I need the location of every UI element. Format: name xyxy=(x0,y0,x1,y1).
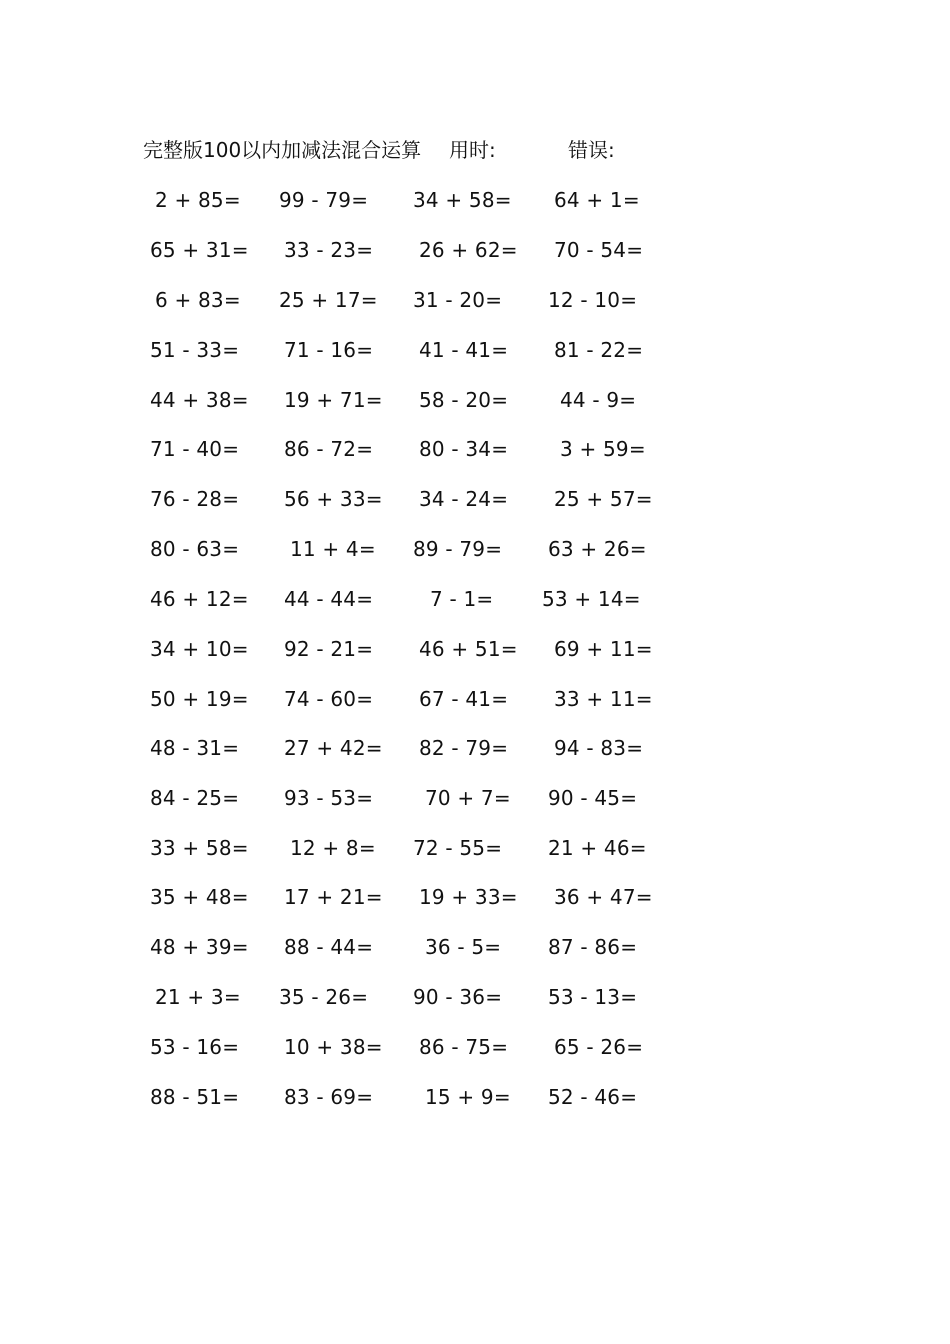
math-problem: 6 + 83= xyxy=(155,288,241,312)
math-problem: 33 + 58= xyxy=(150,836,249,860)
math-problem: 63 + 26= xyxy=(548,537,647,561)
math-problem: 82 - 79= xyxy=(419,736,509,760)
math-problem: 89 - 79= xyxy=(413,537,503,561)
math-problem: 65 - 26= xyxy=(554,1035,644,1059)
math-problem: 3 + 59= xyxy=(560,437,646,461)
math-problem: 87 - 86= xyxy=(548,935,638,959)
math-problem: 53 - 13= xyxy=(548,985,638,1009)
math-problem: 67 - 41= xyxy=(419,687,509,711)
math-problem: 84 - 25= xyxy=(150,786,240,810)
math-problem: 34 - 24= xyxy=(419,487,509,511)
math-problem: 34 + 58= xyxy=(413,188,512,212)
math-problem: 35 - 26= xyxy=(279,985,369,1009)
math-problem: 12 - 10= xyxy=(548,288,638,312)
math-problem: 7 - 1= xyxy=(430,587,494,611)
math-problem: 69 + 11= xyxy=(554,637,653,661)
math-problem: 48 + 39= xyxy=(150,935,249,959)
math-problem: 88 - 51= xyxy=(150,1085,240,1109)
math-problem: 99 - 79= xyxy=(279,188,369,212)
math-problem: 53 - 16= xyxy=(150,1035,240,1059)
math-problem: 25 + 57= xyxy=(554,487,653,511)
math-problem: 51 - 33= xyxy=(150,338,240,362)
math-problem: 64 + 1= xyxy=(554,188,640,212)
math-problem: 15 + 9= xyxy=(425,1085,511,1109)
math-problem: 19 + 33= xyxy=(419,885,518,909)
time-used-label: 用时: xyxy=(449,138,496,162)
math-problem: 25 + 17= xyxy=(279,288,378,312)
math-problem: 31 - 20= xyxy=(413,288,503,312)
math-problem: 93 - 53= xyxy=(284,786,374,810)
math-problem: 71 - 40= xyxy=(150,437,240,461)
math-problem: 52 - 46= xyxy=(548,1085,638,1109)
math-problem: 86 - 75= xyxy=(419,1035,509,1059)
math-problem: 56 + 33= xyxy=(284,487,383,511)
error-count-label: 错误: xyxy=(568,138,615,162)
math-problem: 12 + 8= xyxy=(290,836,376,860)
math-problem: 74 - 60= xyxy=(284,687,374,711)
math-problem: 17 + 21= xyxy=(284,885,383,909)
math-problem: 50 + 19= xyxy=(150,687,249,711)
math-problem: 80 - 63= xyxy=(150,537,240,561)
math-problem: 46 + 12= xyxy=(150,587,249,611)
math-problem: 94 - 83= xyxy=(554,736,644,760)
math-problem: 90 - 45= xyxy=(548,786,638,810)
math-problem: 81 - 22= xyxy=(554,338,644,362)
math-problem: 65 + 31= xyxy=(150,238,249,262)
math-problem: 21 + 3= xyxy=(155,985,241,1009)
math-problem: 36 + 47= xyxy=(554,885,653,909)
math-problem: 48 - 31= xyxy=(150,736,240,760)
math-problem: 44 - 9= xyxy=(560,388,637,412)
worksheet-header xyxy=(143,136,615,164)
math-problem: 19 + 71= xyxy=(284,388,383,412)
math-problem: 70 - 54= xyxy=(554,238,644,262)
math-problem: 86 - 72= xyxy=(284,437,374,461)
math-problem: 33 + 11= xyxy=(554,687,653,711)
math-problem: 58 - 20= xyxy=(419,388,509,412)
math-problem: 71 - 16= xyxy=(284,338,374,362)
math-problem: 11 + 4= xyxy=(290,537,376,561)
math-problem: 76 - 28= xyxy=(150,487,240,511)
math-problem: 34 + 10= xyxy=(150,637,249,661)
math-problem: 92 - 21= xyxy=(284,637,374,661)
math-problem: 72 - 55= xyxy=(413,836,503,860)
math-problem: 83 - 69= xyxy=(284,1085,374,1109)
math-problem: 80 - 34= xyxy=(419,437,509,461)
math-problem: 70 + 7= xyxy=(425,786,511,810)
math-problem: 44 + 38= xyxy=(150,388,249,412)
worksheet-title: 完整版100以内加减法混合运算 xyxy=(143,138,422,162)
math-problem: 41 - 41= xyxy=(419,338,509,362)
math-problem: 36 - 5= xyxy=(425,935,502,959)
math-problem: 53 + 14= xyxy=(542,587,641,611)
math-problem: 88 - 44= xyxy=(284,935,374,959)
math-problem: 44 - 44= xyxy=(284,587,374,611)
math-problem: 90 - 36= xyxy=(413,985,503,1009)
math-problem: 26 + 62= xyxy=(419,238,518,262)
math-problem: 46 + 51= xyxy=(419,637,518,661)
math-problem: 10 + 38= xyxy=(284,1035,383,1059)
math-problem: 2 + 85= xyxy=(155,188,241,212)
math-problem: 33 - 23= xyxy=(284,238,374,262)
math-problem: 21 + 46= xyxy=(548,836,647,860)
math-problem: 27 + 42= xyxy=(284,736,383,760)
math-problem: 35 + 48= xyxy=(150,885,249,909)
